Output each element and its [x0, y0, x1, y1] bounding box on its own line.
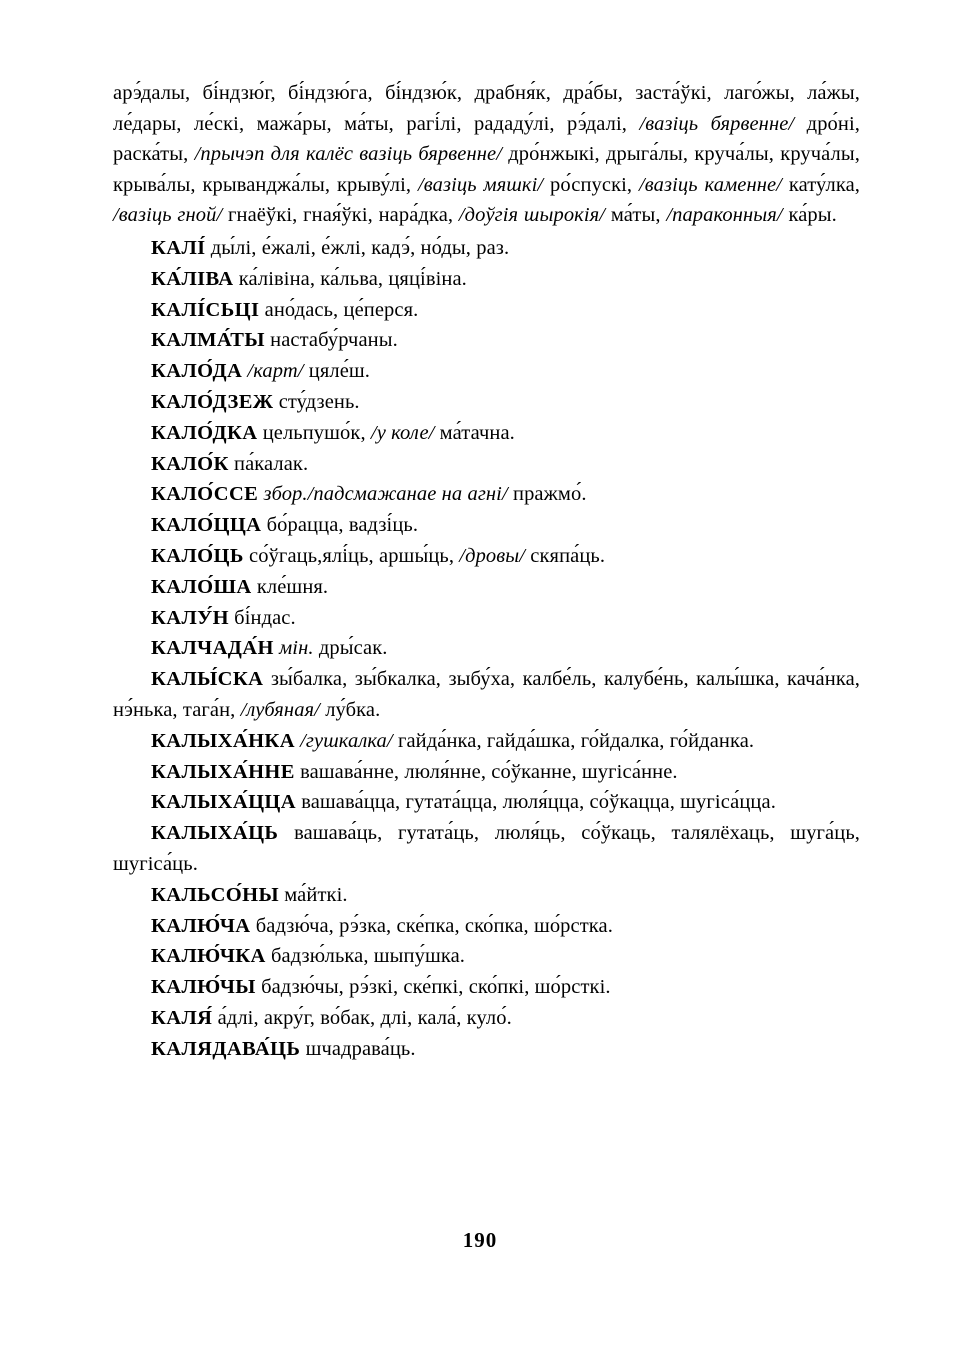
entry-headword: КАЛЫ́СКА	[151, 668, 264, 691]
entry-headword: КАЛЫХА́ЦЬ	[151, 822, 279, 845]
dictionary-entry	[113, 449, 860, 480]
entry-gloss: /карт/	[247, 360, 304, 383]
entry-headword: КАЛО́ЦЦА	[151, 514, 262, 537]
entry-synonyms: бадзю́лька, шыпу́шка.	[271, 945, 466, 968]
entry-synonyms: бадзю́чы, рэ́зкі, ске́пкі, ско́пкі, шо́рсткі.	[261, 976, 611, 999]
entry-synonyms: пражмо́.	[513, 483, 587, 506]
dictionary-entry	[113, 880, 860, 911]
entry-headword: КАЛЮ́ЧКА	[151, 945, 266, 968]
dictionary-entry	[113, 726, 860, 757]
dictionary-entry	[113, 356, 860, 387]
dictionary-entry	[113, 541, 860, 572]
entry-synonyms: ка́лівіна, ка́льва, цяці́віна.	[238, 267, 467, 290]
dictionary-entry	[113, 233, 860, 264]
entry-gloss: /дровы/	[459, 544, 526, 567]
entry-headword: КАЛО́ССЕ	[151, 483, 259, 506]
intro-gloss: /вазіць каменне/	[639, 173, 782, 196]
entry-gloss: /лубяная/	[240, 698, 320, 721]
entry-synonyms: дры́сак.	[318, 637, 388, 660]
dictionary-entry	[113, 572, 860, 603]
entry-headword: КАЛО́ДА	[151, 360, 243, 383]
dictionary-entry	[113, 757, 860, 788]
intro-text: ма́ты,	[610, 204, 661, 227]
dictionary-entry	[113, 1003, 860, 1034]
entry-synonyms: ма́йткі.	[284, 883, 348, 906]
dictionary-entry	[113, 603, 860, 634]
entry-synonyms: зы́балка, зы́бкалка, зыбу́ха, калбе́ль, калубе́нь, калы́шка, кача́нка, нэ́нька, тага́н,	[113, 668, 860, 721]
entry-synonyms: шчадрава́ць.	[305, 1037, 416, 1060]
intro-text: кату́лка,	[788, 173, 861, 196]
entry-synonyms: ма́тачна.	[439, 421, 515, 444]
entry-headword: КАЛЯДАВА́ЦЬ	[151, 1037, 301, 1060]
dictionary-entry	[113, 264, 860, 295]
dictionary-entry	[113, 510, 860, 541]
intro-paragraph	[113, 78, 860, 231]
entry-headword: КАЛЯ́	[151, 1006, 213, 1029]
entry-synonyms: сту́дзень.	[278, 390, 360, 413]
entry-headword: КАЛІ́СЬЦІ	[151, 298, 260, 321]
intro-text: дро́ні, раска́ты,	[113, 112, 860, 166]
entry-synonyms: бо́рацца, вадзі́ць.	[266, 514, 419, 537]
entry-headword: КАЛУ́Н	[151, 606, 229, 629]
intro-text: гнаёўкі, гная́ўкі, нара́дка,	[228, 204, 459, 227]
entry-headword: КАЛЬСО́НЫ	[151, 883, 280, 906]
entry-synonyms: настабу́рчаны.	[270, 329, 398, 352]
entry-headword: КАЛО́ЦЬ	[151, 544, 244, 567]
entry-gloss: збор./падсмажанае на агні/	[263, 483, 508, 506]
entry-gloss: /гушкалка/	[300, 729, 393, 752]
dictionary-entry	[113, 1034, 860, 1065]
entry-synonyms: скяпа́ць.	[530, 544, 606, 567]
dictionary-entry	[113, 295, 860, 326]
entry-headword: КАЛЮ́ЧА	[151, 914, 251, 937]
entry-headword: КАЛЫХА́НКА	[151, 729, 295, 752]
dictionary-entry	[113, 664, 860, 726]
dictionary-entry	[113, 387, 860, 418]
entry-synonyms: вашава́цца, гутата́цца, люля́цца, со́ўкацца, шугіса́цца.	[301, 791, 776, 814]
entry-headword: КАЛЮ́ЧЫ	[151, 976, 256, 999]
entry-gloss: мін.	[279, 637, 314, 660]
intro-gloss: /параконныя/	[666, 204, 783, 227]
dictionary-entry	[113, 818, 860, 880]
entry-headword: КАЛО́ДЗЕЖ	[151, 390, 274, 413]
intro-text: ка́ры.	[788, 204, 837, 227]
entry-synonyms: цяле́ш.	[308, 360, 371, 383]
entry-headword: КАЛО́К	[151, 452, 229, 475]
entry-synonyms: со́ўгаць,ялі́ць, аршы́ць,	[249, 544, 455, 567]
dictionary-entry	[113, 418, 860, 449]
entry-synonyms: лу́бка.	[325, 698, 381, 721]
entry-headword: КАЛЧАДА́Н	[151, 637, 274, 660]
entry-synonyms: бі́ндас.	[234, 606, 296, 629]
entry-list	[113, 233, 860, 1065]
intro-gloss: /вазіць мяшкі/	[417, 173, 544, 196]
dictionary-entry	[113, 325, 860, 356]
entry-synonyms: ды́лі, е́жалі, е́жлі, кадэ́, но́ды, раз.	[210, 236, 510, 259]
entry-headword: КАЛЫХА́ЦЦА	[151, 791, 296, 814]
entry-synonyms: а́длі, акру́г, во́бак, длі, кала́, куло́.	[217, 1006, 512, 1029]
dictionary-entry	[113, 911, 860, 942]
entry-synonyms: вашава́нне, люля́нне, со́ўканне, шугіса́нне.	[300, 760, 678, 783]
entry-headword: КАЛІ́	[151, 236, 206, 259]
entry-gloss: /у коле/	[370, 421, 435, 444]
entry-headword: КАЛО́ША	[151, 575, 252, 598]
entry-headword: КА́ЛІВА	[151, 267, 234, 290]
dictionary-entry	[113, 633, 860, 664]
entry-headword: КАЛЫХА́ННЕ	[151, 760, 295, 783]
intro-gloss: /вазіць гной/	[113, 204, 223, 227]
entry-headword: КАЛМА́ТЫ	[151, 329, 265, 352]
dictionary-entry	[113, 941, 860, 972]
entry-synonyms: бадзю́ча, рэ́зка, ске́пка, ско́пка, шо́рстка.	[255, 914, 613, 937]
intro-gloss: /вазіць бярвенне/	[639, 112, 795, 135]
entry-synonyms: цельпушо́к,	[262, 421, 366, 444]
entry-synonyms: вашава́ць, гутата́ць, люля́ць, со́ўкаць, талялёхаць, шуга́ць, шугіса́ць.	[113, 822, 860, 875]
dictionary-entry	[113, 787, 860, 818]
intro-gloss: /прычэп для калёс вазіць бярвенне/	[194, 143, 502, 166]
intro-gloss: /доўгія шырокія/	[458, 204, 606, 227]
dictionary-entry	[113, 972, 860, 1003]
intro-text: дро́нжыкі, дрыга́лы, круча́лы, круча́лы, крыва́лы, крыванджа́лы, крыву́лі,	[113, 143, 860, 196]
intro-text: арэ́далы, бі́ндзю́г, бі́ндзю́га, бі́ндзю́к, драбня́к, дра́бы, заста́ўкі, лаго́жы, ла́жы, ле́дары, ле́скі, мажа́ры, ма́ты, рагі́лі, рададу́лі, рэ́далі,	[113, 82, 860, 135]
entry-synonyms: ано́дась, це́перся.	[264, 298, 419, 321]
page-number: 190	[462, 1228, 498, 1252]
intro-text: ро́спускі,	[550, 173, 640, 196]
entry-synonyms: кле́шня.	[256, 575, 329, 598]
entry-synonyms: па́калак.	[234, 452, 309, 475]
dictionary-entry	[113, 479, 860, 510]
entry-headword: КАЛО́ДКА	[151, 421, 258, 444]
entry-synonyms: гайда́нка, гайда́шка, го́йдалка, го́йданка.	[397, 729, 755, 752]
